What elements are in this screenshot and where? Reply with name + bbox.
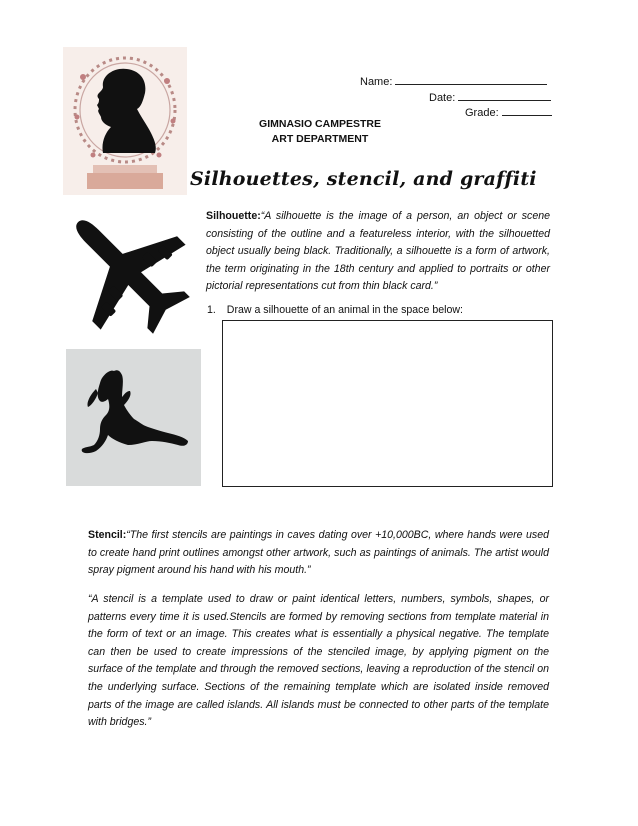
stencil-text-1: “The first stencils are paintings in caves dating over +10,000BC, where hands were used to create hand print outlines amongst other artwork, such as paintings of animals. The artist would spray pigment around his hand with his mouth.” — [88, 529, 549, 577]
date-field — [429, 90, 551, 105]
cameo-portrait-image — [63, 47, 187, 195]
drawing-area[interactable] — [222, 320, 553, 487]
department-name: ART DEPARTMENT — [271, 133, 369, 145]
grade-field — [465, 105, 552, 120]
silhouette-definition — [206, 208, 550, 296]
portrait-silhouette-icon — [63, 47, 187, 195]
date-line — [458, 90, 551, 101]
page-title: Silhouettes, stencil, and graffiti — [190, 168, 537, 190]
school-header — [230, 117, 410, 147]
silhouette-label: Silhouette: — [206, 210, 261, 222]
question-number: 1. — [207, 304, 216, 316]
date-label: Date: — [429, 92, 456, 104]
grade-label: Grade: — [465, 107, 499, 119]
stencil-definition — [88, 527, 549, 580]
grade-line — [502, 105, 552, 116]
name-line — [395, 74, 547, 85]
name-field — [360, 74, 547, 89]
airplane-image — [64, 203, 194, 343]
question-text: Draw a silhouette of an animal in the space below: — [226, 304, 463, 316]
question-1 — [207, 303, 463, 317]
school-name: GIMNASIO CAMPESTRE — [259, 118, 381, 130]
silhouette-text: “A silhouette is the image of a person, an object or scene consisting of the outline and a featureless interior, with the silhouetted object usually being black. Traditionally, a silhouette is a form of artwork, the term originating in the 18th century and applied to portraits or other pictorial representations cut from thin black card.” — [206, 210, 550, 293]
reclining-woman-icon — [66, 349, 201, 486]
stencil-label: Stencil: — [88, 529, 127, 541]
name-label: Name: — [360, 76, 393, 88]
stencil-paragraph-2: “A stencil is a template used to draw or paint identical letters, numbers, symbols, shapes, or patterns every time it is used.Stencils are formed by removing sections from template material in the form of text or an image. This creates what is essentially a physical negative. The template can then be used to create impressions of the stenciled image, by applying pigment on the surface of the template and through the removed sections, leaving a reproduction of the stencil on the underlying surface. Sections of the remaining template which are isolated inside removed parts of the image are called islands. All islands must be connected to other parts of the template with bridges.” — [88, 593, 549, 729]
airplane-icon — [64, 203, 194, 343]
figure-image — [66, 349, 201, 486]
